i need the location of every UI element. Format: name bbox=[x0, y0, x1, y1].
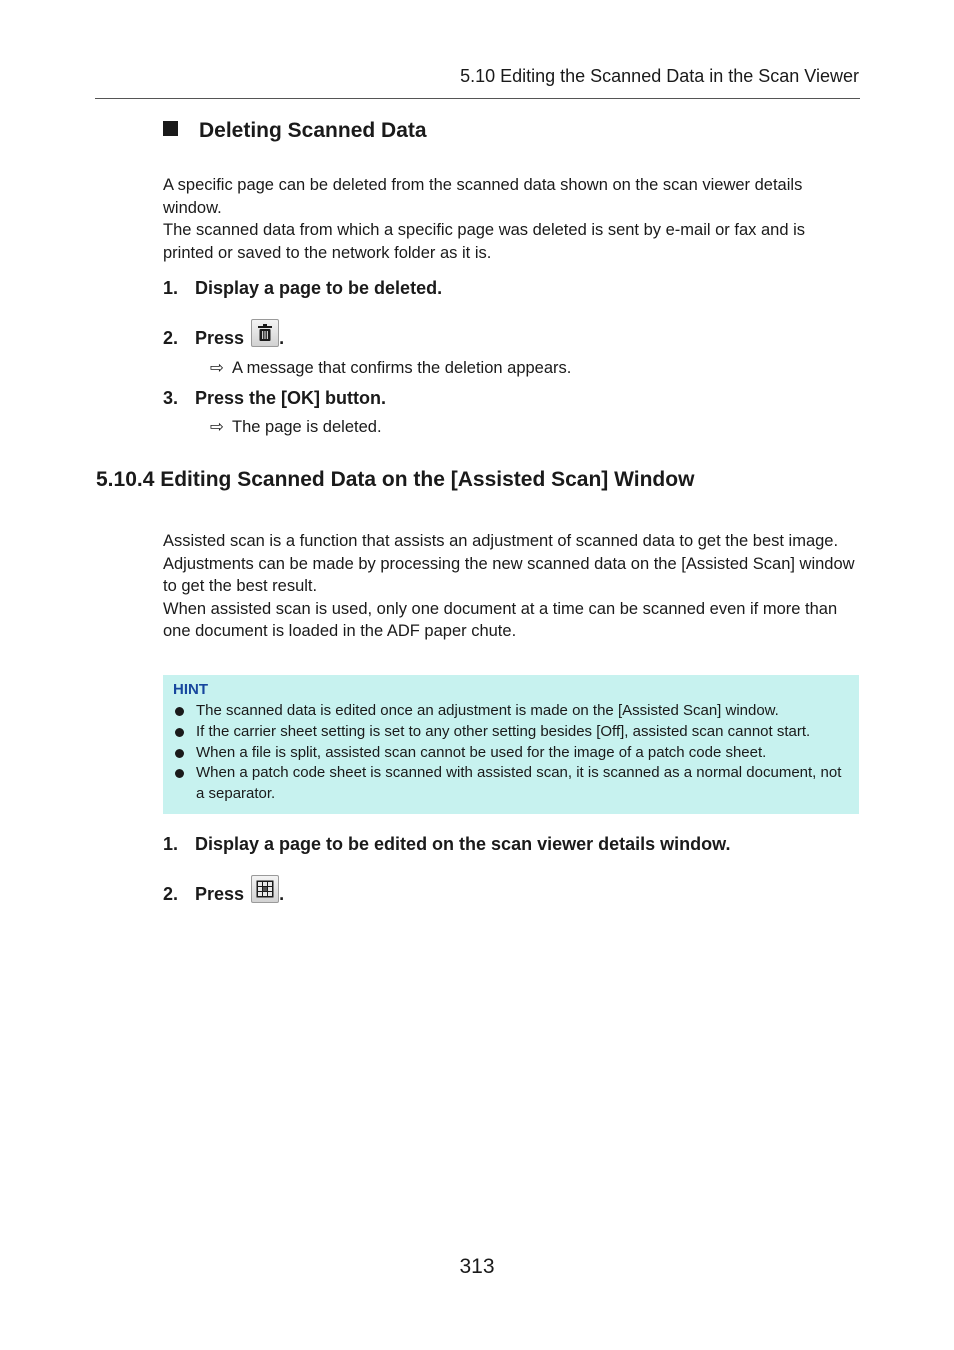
result-text: A message that confirms the deletion appears. bbox=[232, 359, 572, 377]
step-number: 1. bbox=[163, 834, 179, 854]
paragraph: A specific page can be deleted from the scanned data shown on the scan viewer details window. bbox=[163, 176, 803, 217]
running-header: 5.10 Editing the Scanned Data in the Scan Viewer bbox=[460, 66, 859, 86]
hint-item bbox=[173, 743, 851, 764]
section-intro bbox=[163, 174, 858, 264]
step-text: Display a page to be deleted. bbox=[195, 278, 443, 298]
hint-box bbox=[163, 675, 859, 814]
result-text: The page is deleted. bbox=[232, 418, 382, 436]
step-number: 1. bbox=[163, 278, 179, 298]
section-heading-text: Deleting Scanned Data bbox=[199, 119, 427, 142]
paragraph: The scanned data from which a specific page was deleted is sent by e-mail or fax and is printed or saved to the network folder as it is. bbox=[163, 221, 806, 262]
section-heading bbox=[163, 119, 427, 143]
chapter-intro bbox=[163, 530, 858, 643]
step-text: Press bbox=[195, 884, 245, 904]
chapter-step-1 bbox=[163, 834, 730, 855]
header-divider bbox=[95, 98, 860, 99]
paragraph: Assisted scan is a function that assists an adjustment of scanned data to get the best image. bbox=[163, 532, 839, 550]
step-suffix: . bbox=[279, 884, 285, 904]
bullet-icon bbox=[175, 749, 184, 758]
step-number: 3. bbox=[163, 388, 179, 408]
hint-text: When a patch code sheet is scanned with assisted scan, it is scanned as a normal document, not a separator. bbox=[196, 764, 842, 803]
hint-text: The scanned data is edited once an adjustment is made on the [Assisted Scan] window. bbox=[196, 702, 779, 719]
square-bullet-icon bbox=[163, 121, 178, 136]
step-number: 2. bbox=[163, 328, 179, 348]
step-number: 2. bbox=[163, 884, 179, 904]
result-arrow-icon: ⇨ bbox=[210, 359, 224, 377]
assisted-scan-icon[interactable] bbox=[251, 875, 279, 903]
hint-text: If the carrier sheet setting is set to any other setting besides [Off], assisted scan cannot start. bbox=[196, 722, 811, 740]
chapter-heading: 5.10.4 Editing Scanned Data on the [Assisted Scan] Window bbox=[96, 468, 695, 491]
hint-title: HINT bbox=[173, 681, 208, 698]
step-text: Display a page to be edited on the scan viewer details window. bbox=[195, 834, 731, 854]
hint-list bbox=[173, 701, 851, 805]
bullet-icon bbox=[175, 769, 184, 778]
step-3-result bbox=[210, 417, 382, 437]
hint-text: When a file is split, assisted scan cannot be used for the image of a patch code sheet. bbox=[196, 743, 767, 761]
chapter-step-2 bbox=[163, 872, 284, 916]
trash-icon[interactable] bbox=[251, 319, 279, 347]
hint-item bbox=[173, 722, 851, 743]
bullet-icon bbox=[175, 728, 184, 737]
paragraph: When assisted scan is used, only one document at a time can be scanned even if more than one document is loaded in the ADF paper chute. bbox=[163, 599, 838, 640]
page-number: 313 bbox=[459, 1255, 495, 1278]
hint-item bbox=[173, 763, 851, 805]
hint-item bbox=[173, 701, 851, 722]
step-text: Press bbox=[195, 328, 245, 348]
step-text: Press the [OK] button. bbox=[195, 388, 387, 408]
step-2 bbox=[163, 316, 284, 360]
bullet-icon bbox=[175, 707, 184, 716]
step-2-result bbox=[210, 358, 571, 378]
paragraph: Adjustments can be made by processing the new scanned data on the [Assisted Scan] window to get the best result. bbox=[163, 554, 855, 595]
step-3 bbox=[163, 388, 386, 409]
step-suffix: . bbox=[279, 328, 285, 348]
result-arrow-icon: ⇨ bbox=[210, 418, 224, 436]
step-1 bbox=[163, 278, 442, 299]
